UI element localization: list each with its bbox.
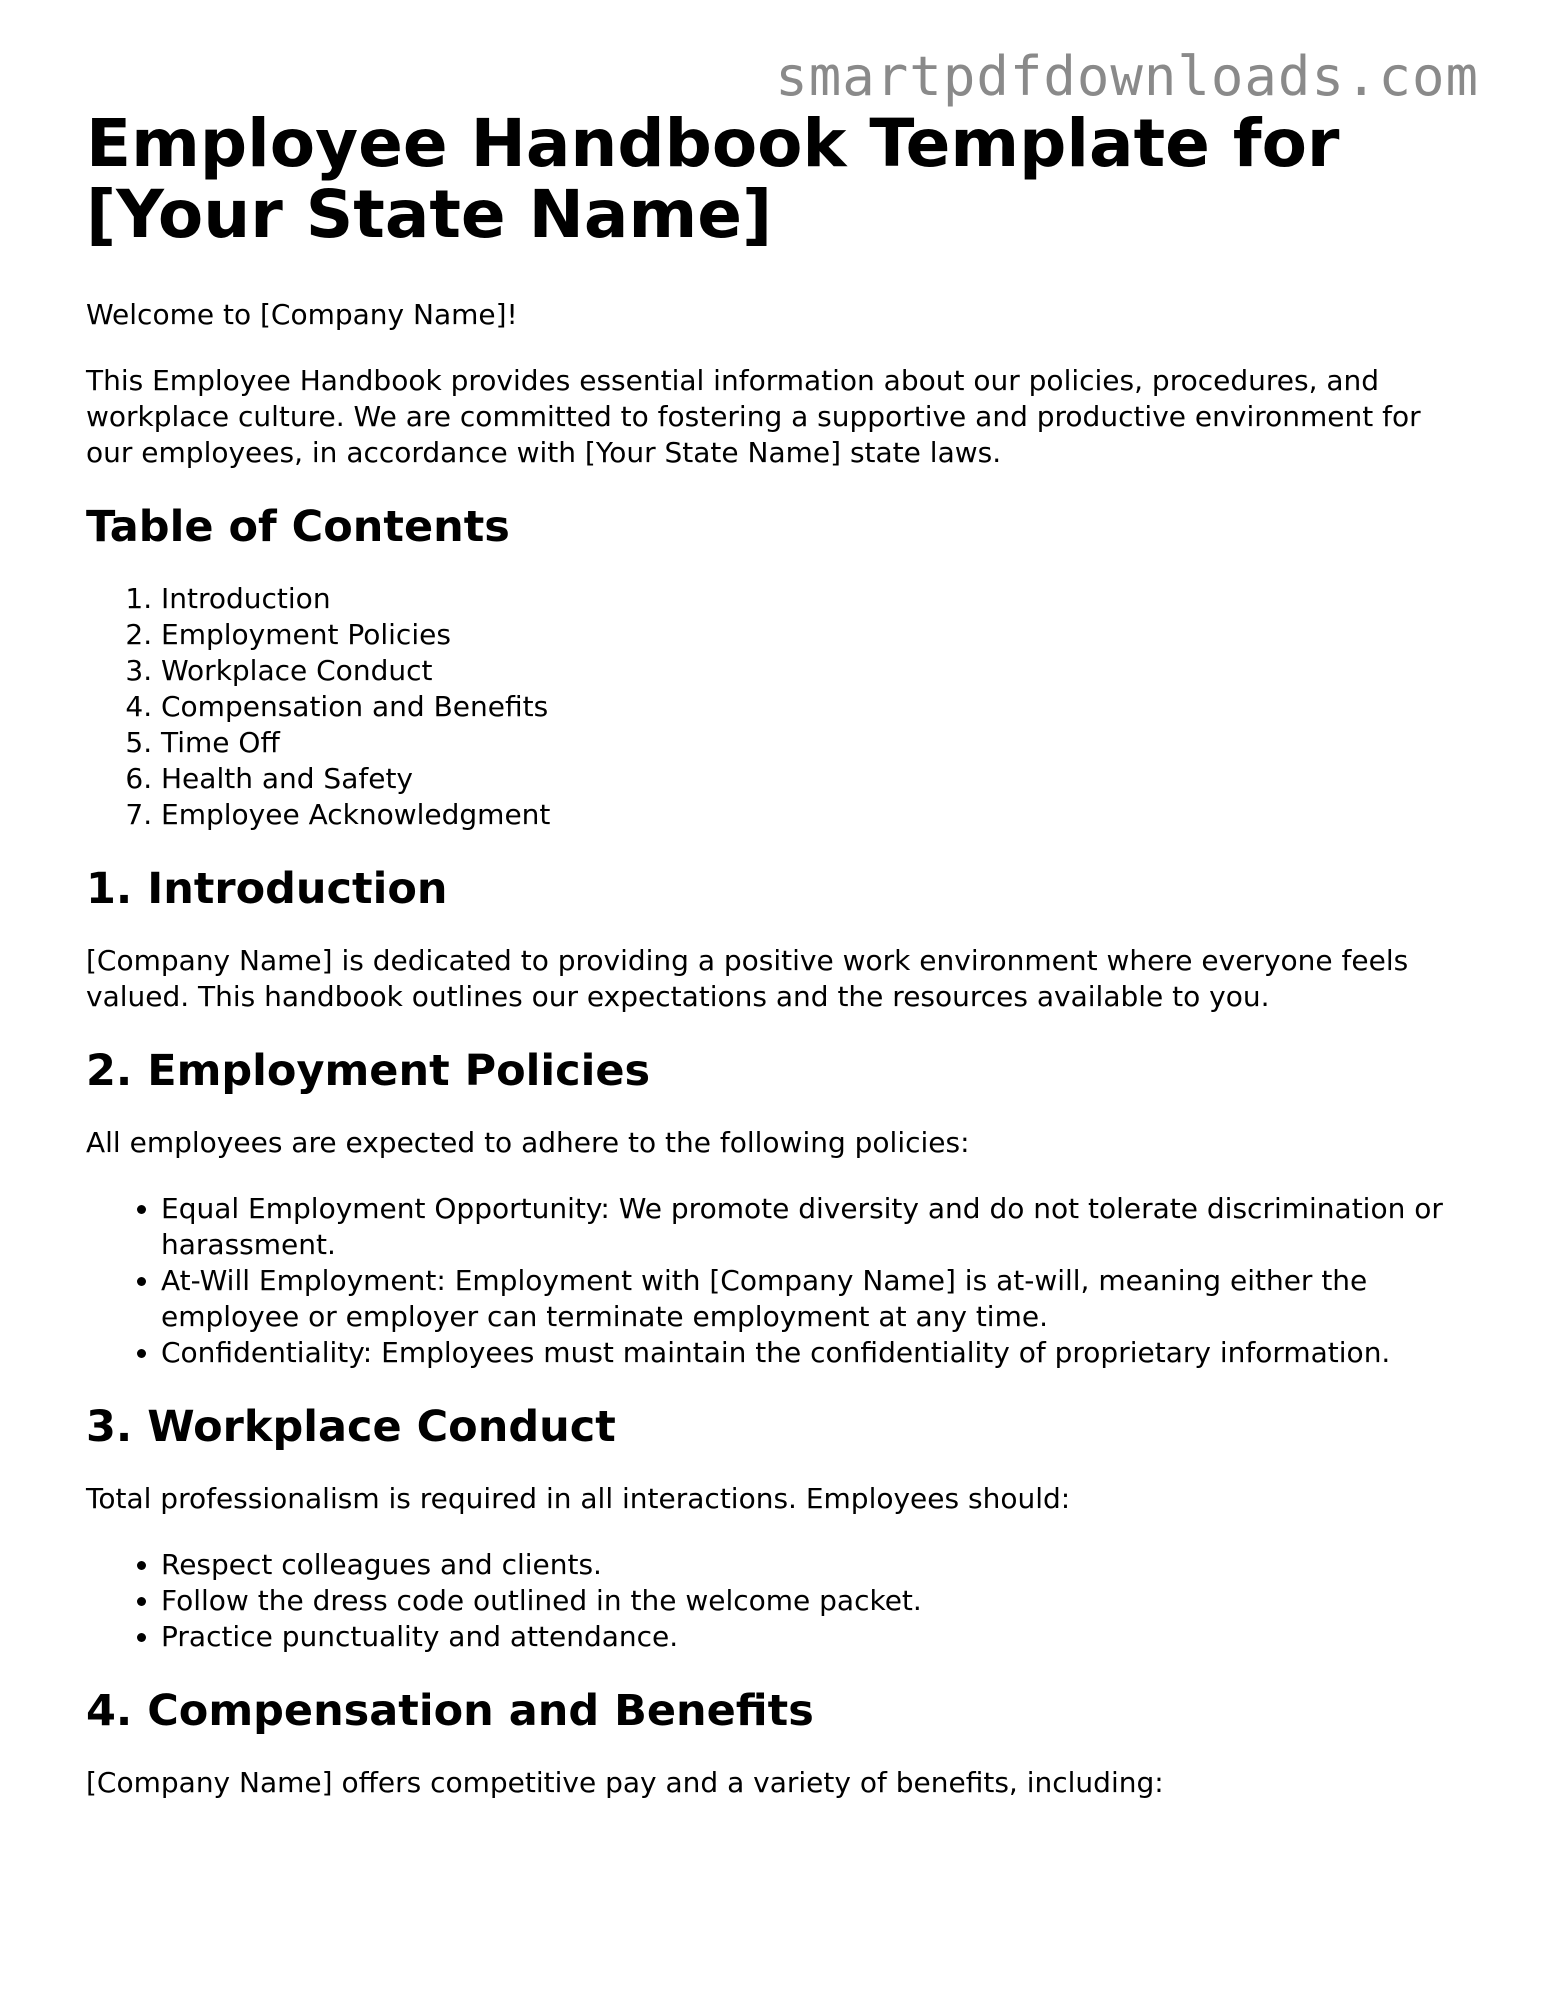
employment-policies-lead: All employees are expected to adhere to the following policies: (86, 1126, 970, 1159)
list-item: • At-Will Employment: Employment with [Company Name] is at-will, meaning either the employee or employer can terminate employment at any time. (161, 1263, 1466, 1335)
introduction-heading: 1. Introduction (86, 864, 448, 914)
employment-policies-heading: 2. Employment Policies (86, 1046, 651, 1096)
toc-item: 4. Compensation and Benefits (161, 689, 1466, 725)
list-item: • Practice punctuality and attendance. (161, 1619, 1466, 1655)
toc-item: 3. Workplace Conduct (161, 653, 1466, 689)
list-item: • Confidentiality: Employees must maintain the confidentiality of proprietary information. (161, 1335, 1466, 1371)
list-item: • Respect colleagues and clients. (161, 1547, 1466, 1583)
intro-paragraph: This Employee Handbook provides essential information about our policies, procedures, and workplace culture. We are committed to fostering a supportive and productive environment for our employees, in accordance with [Your State Name] state laws. (86, 364, 1421, 469)
toc-heading: Table of Contents (86, 502, 510, 552)
toc-list (86, 581, 1466, 833)
workplace-conduct-list (86, 1547, 1466, 1655)
employment-policies-list (86, 1191, 1466, 1371)
compensation-heading: 4. Compensation and Benefits (86, 1686, 814, 1736)
list-item: • Follow the dress code outlined in the welcome packet. (161, 1583, 1466, 1619)
workplace-conduct-lead: Total professionalism is required in all interactions. Employees should: (86, 1482, 1071, 1515)
document-page (86, 105, 1466, 1831)
toc-item: 5. Time Off (161, 725, 1466, 761)
list-item: • Equal Employment Opportunity: We promote diversity and do not tolerate discrimination or harassment. (161, 1191, 1466, 1263)
welcome-text: Welcome to [Company Name]! (86, 298, 518, 331)
toc-item: 1. Introduction (161, 581, 1466, 617)
watermark: smartpdfdownloads.com (775, 45, 1479, 108)
compensation-lead: [Company Name] offers competitive pay and a variety of benefits, including: (86, 1766, 1164, 1799)
workplace-conduct-heading: 3. Workplace Conduct (86, 1402, 616, 1452)
toc-item: 7. Employee Acknowledgment (161, 797, 1466, 833)
toc-item: 2. Employment Policies (161, 617, 1466, 653)
toc-item: 6. Health and Safety (161, 761, 1466, 797)
document-title: Employee Handbook Template for [Your State Name] (86, 105, 1340, 253)
introduction-body: [Company Name] is dedicated to providing a positive work environment where everyone feels valued. This handbook outlines our expectations and the resources available to you. (86, 944, 1409, 1013)
